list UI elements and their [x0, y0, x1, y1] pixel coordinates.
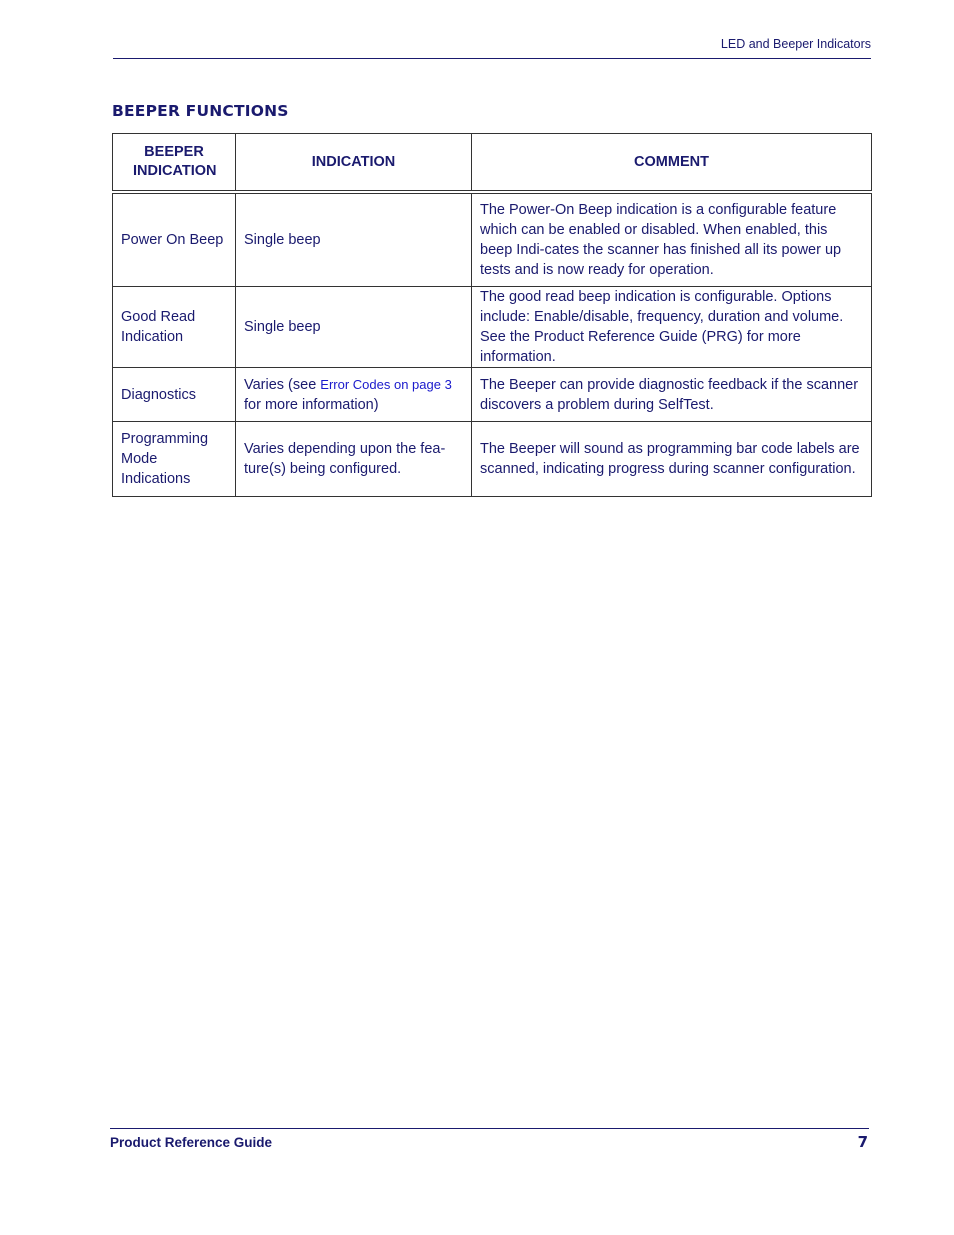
table-row	[113, 287, 872, 368]
cell-indication: Single beep	[236, 287, 472, 368]
cell-comment: The Beeper can provide diagnostic feedback if the scanner discovers a problem during SelfTest.	[472, 368, 872, 422]
cell-beeper: Programming Mode Indications	[113, 422, 236, 497]
cell-comment: The Beeper will sound as programming bar code labels are scanned, indicating progress during scanner configuration.	[472, 422, 872, 497]
indication-prefix: Varies (see	[244, 376, 321, 393]
error-codes-link[interactable]: Error Codes on page 3	[320, 376, 452, 392]
cell-indication: Varies depending upon the fea-ture(s) being configured.	[236, 422, 472, 497]
header-rule	[113, 58, 871, 59]
cell-comment: The Power-On Beep indication is a configurable feature which can be enabled or disabled. When enabled, this beep Indi-cates the scanner has finished all its power up tests and is now ready for operation.	[472, 192, 872, 287]
cell-beeper: Good Read Indication	[113, 287, 236, 368]
cell-beeper: Diagnostics	[113, 368, 236, 422]
footer-title: Product Reference Guide	[110, 1135, 273, 1150]
running-header: LED and Beeper Indicators	[720, 37, 871, 51]
cell-indication: Single beep	[236, 192, 472, 287]
page-number: 7	[857, 1133, 868, 1151]
cell-indication	[236, 368, 472, 422]
header-beeper-indication: BEEPER INDICATION	[113, 134, 236, 193]
table-row	[113, 422, 872, 497]
cell-comment: The good read beep indication is configurable. Options include: Enable/disable, frequency, duration and volume. See the Product Reference Guide (PRG) for more information.	[472, 287, 872, 368]
section-title: BEEPER FUNCTIONS	[112, 102, 289, 120]
footer-rule	[110, 1128, 869, 1129]
beeper-functions-table	[112, 133, 872, 497]
table-header-row	[113, 134, 872, 193]
cell-beeper: Power On Beep	[113, 192, 236, 287]
header-indication: INDICATION	[236, 134, 472, 193]
header-comment: COMMENT	[472, 134, 872, 193]
table-row	[113, 192, 872, 287]
indication-suffix: for more information)	[244, 396, 379, 413]
table-row	[113, 368, 872, 422]
